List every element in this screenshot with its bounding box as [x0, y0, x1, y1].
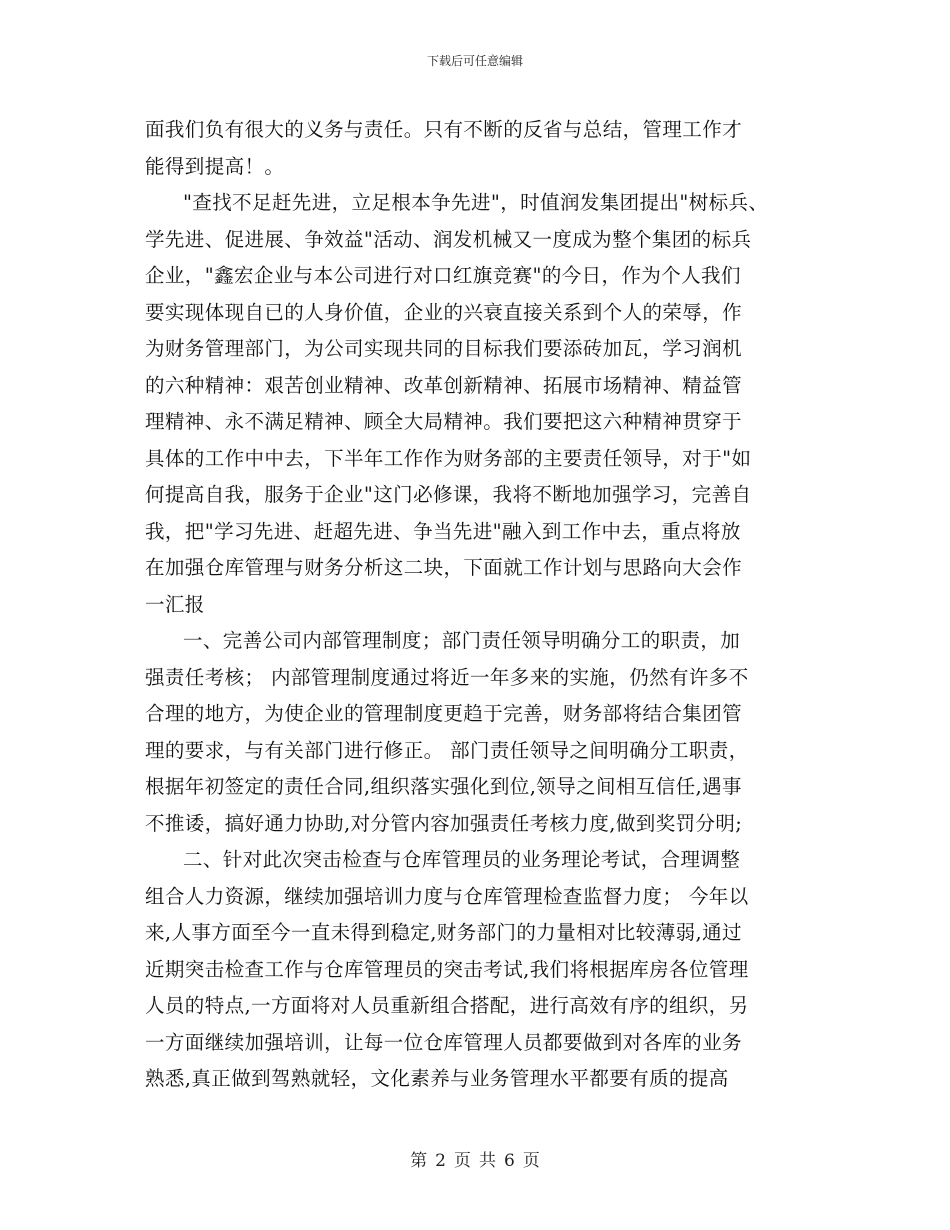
text-line: 人员的特点,一方面将对人员重新组合搭配，进行高效有序的组织，另	[145, 994, 749, 1017]
footer-total-word: 共	[479, 1151, 496, 1171]
text-line: 我，把"学习先进、赶超先进、争当先进"融入到工作中去，重点将放	[145, 519, 741, 543]
text-line: 学先进、促进展、争效益"活动、润发机械又一度成为整个集团的标兵	[145, 227, 752, 251]
text-line: 合理的地方，为使企业的管理制度更趋于完善，财务部将结合集团管	[145, 702, 743, 725]
text-line: 何提高自我，服务于企业"这门必修课，我将不断地加强学习，完善自	[145, 483, 752, 506]
header-note: 下载后可任意编辑	[426, 54, 523, 68]
text-line: 熟悉,真正做到驾熟就轻，文化素养与业务管理水平都要有质的提高	[145, 1067, 729, 1090]
paragraph-4	[145, 842, 825, 1098]
text-line: 不推诿，搞好通力协助,对分管内容加强责任考核力度,做到奖罚分明;	[145, 811, 743, 835]
text-line: 具体的工作中中去，下半年工作作为财务部的主要责任领导，对于"如	[145, 446, 752, 470]
current-page-number: 2	[435, 1151, 446, 1171]
footer-page-word: 页	[454, 1151, 471, 1171]
text-line: 面我们负有很大的义务与责任。只有不断的反省与总结，管理工作才	[145, 118, 743, 141]
paragraph-1	[145, 112, 825, 185]
text-line: 来,人事方面至今一直未得到稳定,财务部门的力量相对比较薄弱,通过	[145, 921, 742, 944]
text-line: 根据年初签定的责任合同,组织落实强化到位,领导之间相互信任,遇事	[145, 775, 742, 798]
text-line: 一方面继续加强培训，让每一位仓库管理人员都要做到对各库的业务	[145, 1030, 743, 1054]
text-line: 一汇报	[145, 592, 205, 616]
footer-suffix: 页	[522, 1151, 540, 1171]
page-footer	[0, 1150, 950, 1172]
text-line: 二、针对此次突击检查与仓库管理员的业务理论考试，合理调整	[183, 848, 741, 871]
text-line: 组合人力资源，继续加强培训力度与仓库管理检查监督力度； 今年以	[145, 884, 749, 908]
paragraph-2	[145, 185, 825, 623]
paragraph-3	[145, 623, 825, 842]
text-line: "查找不足赶先进，立足根本争先进"，时值润发集团提出"树标兵、	[183, 191, 769, 214]
text-line: 的六种精神：艰苦创业精神、改革创新精神、拓展市场精神、精益管	[145, 373, 743, 397]
text-line: 近期突击检查工作与仓库管理员的突击考试,我们将根据库房各位管理	[145, 957, 749, 981]
text-line: 为财务管理部门，为公司实现共同的目标我们要添砖加瓦，学习润机	[145, 337, 743, 360]
text-line: 一、完善公司内部管理制度；部门责任领导明确分工的职责，加	[183, 629, 741, 652]
text-line: 理精神、永不满足精神、顾全大局精神。我们要把这六种精神贯穿于	[145, 410, 743, 433]
text-line: 能得到提高！。	[145, 154, 285, 178]
text-line: 企业，"鑫宏企业与本公司进行对口红旗竞赛"的今日，作为个人我们	[145, 264, 741, 287]
footer-prefix: 第	[410, 1151, 428, 1171]
text-line: 理的要求，与有关部门进行修正。 部门责任领导之间明确分工职责，	[145, 738, 749, 762]
text-line: 要实现体现自已的人身价值，企业的兴衰直接关系到个人的荣辱，作	[145, 300, 743, 324]
document-body	[145, 112, 825, 1098]
text-line: 强责任考核； 内部管理制度通过将近一年多来的实施，仍然有许多不	[145, 665, 749, 689]
text-line: 在加强仓库管理与财务分析这二块，下面就工作计划与思路向大会作	[145, 556, 743, 579]
total-page-count: 6	[504, 1151, 515, 1171]
